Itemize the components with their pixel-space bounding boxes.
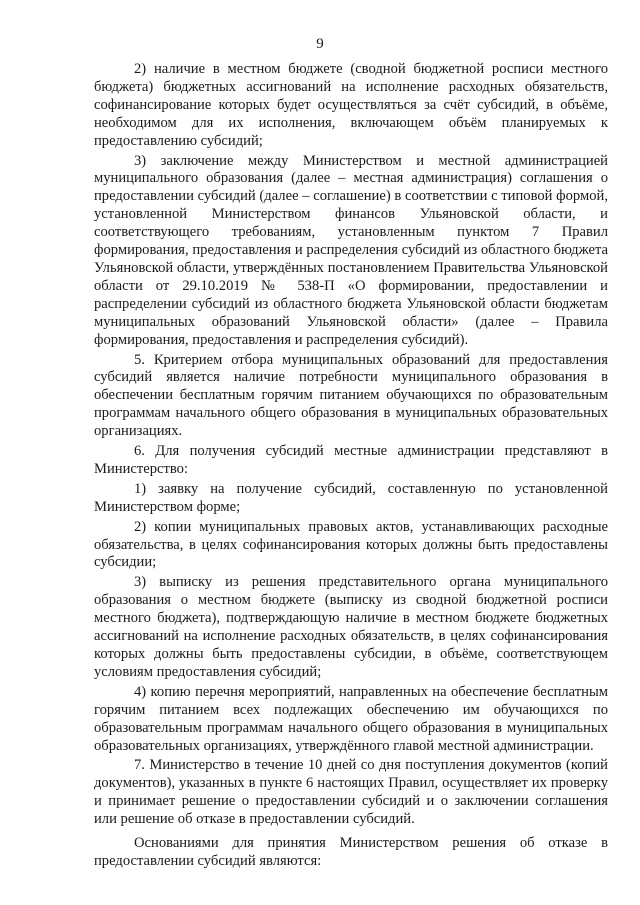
- paragraph-review-decision: 7. Министерство в течение 10 дней со дня поступления документов (копий документов), указанных в пункте 6 настоящих Правил, осуществляет их проверку и принимает решение о предоставлении субсидий и о заключении соглашения или решение об отказе в предоставлении субсидий.: [94, 757, 608, 828]
- paragraph-selection-criterion: 5. Критерием отбора муниципальных образований для предоставления субсидий является наличие потребности муниципального образования в обеспечении бесплатным горячим питанием обучающихся по образовательным программам начального общего образования в муниципальных образовательных организациях.: [94, 351, 608, 440]
- paragraph-legal-acts: 2) копии муниципальных правовых актов, устанавливающих расходные обязательства, в целях софинансирования которых должны быть предоставлены субсидии;: [94, 518, 608, 571]
- paragraph-refusal-grounds: Основаниями для принятия Министерством решения об отказе в предоставлении субсидий являются:: [94, 835, 608, 869]
- paragraph-budget-allocations: 2) наличие в местном бюджете (сводной бюджетной росписи местного бюджета) бюджетных ассигнований на исполнение расходных обязательств, софинансирование которых будет осуществляться за счёт субсидий, в объёме, необходимом для их исполнения, включающем объём планируемых к предоставлению субсидий;: [94, 61, 608, 149]
- paragraph-budget-extract: 3) выписку из решения представительного органа муниципального образования о местном бюджете (выписку из сводной бюджетной росписи местного бюджета), подтверждающую наличие в местном бюджете бюджетных ассигнований на исполнение расходных обязательств, в целях софинансирования которых должны быть предоставлены субсидии, в объёме, соответствующем условиям предоставления субсидий;: [94, 574, 608, 680]
- document-body: [94, 61, 608, 871]
- page-number: 9: [316, 36, 324, 52]
- paragraph-application: 1) заявку на получение субсидий, составленную по установленной Министерством форме;: [94, 480, 608, 515]
- paragraph-measures-list: 4) копию перечня мероприятий, направленных на обеспечение бесплатным горячим питанием всех подлежащих обеспечению им обучающихся по образовательным программам начального общего образования в муниципальных образовательных организациях, утверждённого главой местной администрации.: [94, 683, 608, 754]
- paragraph-documents-intro: 6. Для получения субсидий местные администрации представляют в Министерство:: [94, 443, 608, 477]
- paragraph-agreement: 3) заключение между Министерством и местной администрацией муниципального образования (далее – местная администрация) соглашения о предоставлении субсидий (далее – соглашение) в соответствии с типовой формой, установленной Министерством финансов Ульяновской области, и соответствующего требованиям, установленным пунктом 7 Правил формирования, предоставления и распределения субсидий из областного бюджета Ульяновской области, утверждённых постановлением Правительства Ульяновской области от 29.10.2019 № 538-П «О формировании, предоставлении и распределении субсидий из областного бюджета Ульяновской области бюджетам муниципальных образований Ульяновской области» (далее – Правила формирования, предоставления и распределения субсидий).: [94, 152, 608, 348]
